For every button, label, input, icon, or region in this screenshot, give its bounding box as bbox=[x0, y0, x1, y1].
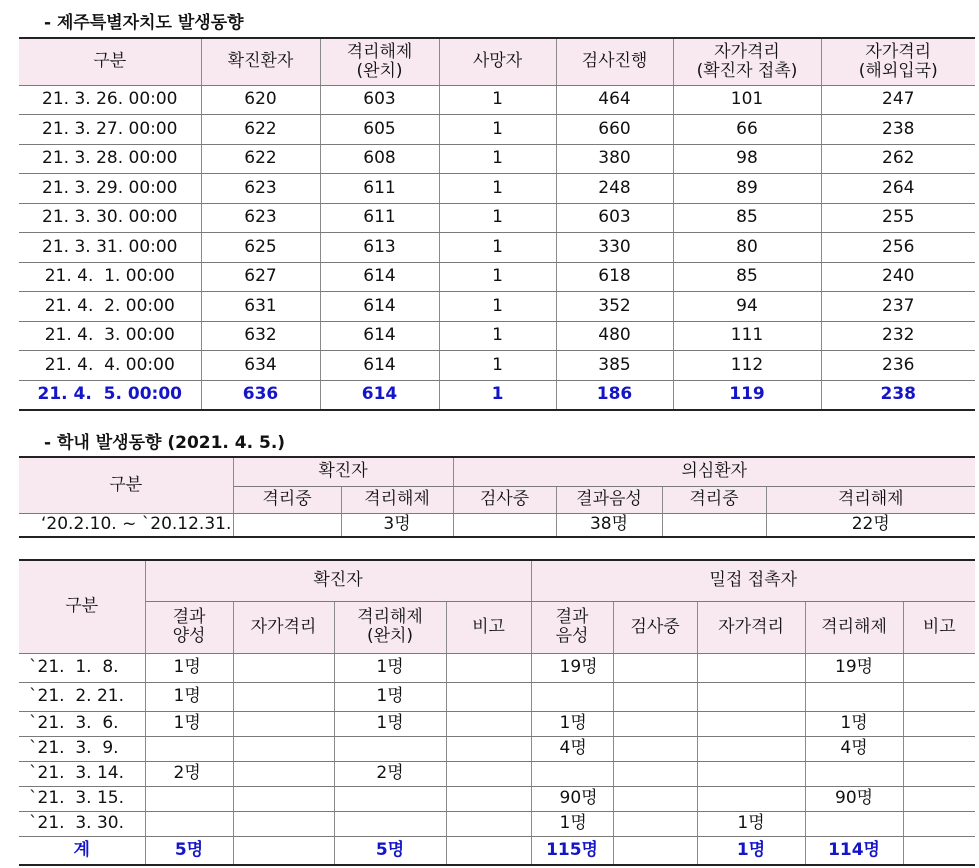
table-cell: 1명 bbox=[531, 711, 613, 736]
table-cell: 232 bbox=[821, 321, 975, 351]
table-cell bbox=[453, 513, 556, 537]
table-cell bbox=[613, 761, 697, 786]
header-remarks: 비고 bbox=[903, 601, 975, 653]
table-cell bbox=[903, 761, 975, 786]
header-confirmed: 확진자 bbox=[145, 560, 531, 601]
total-cell: 5명 bbox=[145, 836, 233, 865]
table-cell bbox=[613, 811, 697, 836]
table-cell: 94 bbox=[673, 292, 821, 322]
row-date: `21. 3. 15. bbox=[19, 786, 145, 811]
table-cell: 330 bbox=[556, 233, 673, 263]
table-row bbox=[19, 761, 975, 786]
table-cell: 613 bbox=[320, 233, 439, 263]
header-released: 격리해제 bbox=[805, 601, 903, 653]
header-self-quarantine-overseas: 자가격리 (해외입국) bbox=[821, 38, 975, 85]
table-cell bbox=[531, 761, 613, 786]
table-cell bbox=[233, 711, 334, 736]
table-cell bbox=[697, 786, 805, 811]
row-date: 21. 4. 1. 00:00 bbox=[19, 262, 201, 292]
table-cell: 1명 bbox=[145, 653, 233, 682]
table-cell: 112 bbox=[673, 351, 821, 381]
total-cell bbox=[446, 836, 531, 865]
table-cell: 2명 bbox=[145, 761, 233, 786]
table-cell: 1 bbox=[439, 115, 556, 145]
table-cell: 385 bbox=[556, 351, 673, 381]
header-suspected: 의심환자 bbox=[453, 457, 975, 486]
row-period: ‘20.2.10. ~ `20.12.31. bbox=[19, 513, 233, 537]
table-cell: 22명 bbox=[766, 513, 975, 537]
table-cell: 620 bbox=[201, 85, 320, 115]
table-cell: 618 bbox=[556, 262, 673, 292]
table-row bbox=[19, 174, 975, 204]
table-cell bbox=[697, 653, 805, 682]
table-cell bbox=[903, 711, 975, 736]
table-cell: 111 bbox=[673, 321, 821, 351]
table-cell: 1명 bbox=[334, 682, 446, 711]
header-testing: 검사중 bbox=[613, 601, 697, 653]
header-category: 구분 bbox=[19, 560, 145, 653]
table-cell: 603 bbox=[556, 203, 673, 233]
header-isolating: 격리중 bbox=[662, 486, 766, 513]
table-cell: 66 bbox=[673, 115, 821, 145]
table-cell: 614 bbox=[320, 292, 439, 322]
table-cell: 85 bbox=[673, 262, 821, 292]
total-cell: 5명 bbox=[334, 836, 446, 865]
table-cell bbox=[446, 736, 531, 761]
table-cell: 614 bbox=[320, 351, 439, 381]
total-cell: 114명 bbox=[805, 836, 903, 865]
table-cell bbox=[233, 761, 334, 786]
section-title-jeju: - 제주특별자치도 발생동향 bbox=[44, 13, 244, 33]
table-cell bbox=[613, 736, 697, 761]
table-row bbox=[19, 653, 975, 682]
table-cell: 1 bbox=[439, 321, 556, 351]
row-date: 21. 4. 3. 00:00 bbox=[19, 321, 201, 351]
jeju-status-table bbox=[19, 37, 975, 411]
table-row bbox=[19, 233, 975, 263]
table-cell: 85 bbox=[673, 203, 821, 233]
total-cell: 1명 bbox=[697, 836, 805, 865]
table-cell: 480 bbox=[556, 321, 673, 351]
table-cell: 240 bbox=[821, 262, 975, 292]
table-cell bbox=[697, 761, 805, 786]
row-date: 21. 4. 5. 00:00 bbox=[19, 380, 201, 410]
table-cell: 1명 bbox=[531, 811, 613, 836]
table-cell: 614 bbox=[320, 321, 439, 351]
table-row bbox=[19, 203, 975, 233]
table-cell: 636 bbox=[201, 380, 320, 410]
table-cell: 1 bbox=[439, 144, 556, 174]
table-row bbox=[19, 786, 975, 811]
row-date: `21. 2. 21. bbox=[19, 682, 145, 711]
table-cell bbox=[903, 736, 975, 761]
total-label: 계 bbox=[19, 836, 145, 865]
row-date: 21. 3. 31. 00:00 bbox=[19, 233, 201, 263]
table-cell: 247 bbox=[821, 85, 975, 115]
table-cell: 1 bbox=[439, 85, 556, 115]
row-date: 21. 3. 27. 00:00 bbox=[19, 115, 201, 145]
table-cell bbox=[233, 682, 334, 711]
table-cell: 90명 bbox=[531, 786, 613, 811]
total-cell bbox=[613, 836, 697, 865]
table-cell bbox=[613, 682, 697, 711]
table-cell: 255 bbox=[821, 203, 975, 233]
header-released: 격리해제 (완치) bbox=[320, 38, 439, 85]
header-testing: 검사진행 bbox=[556, 38, 673, 85]
table-cell: 236 bbox=[821, 351, 975, 381]
table-cell: 1명 bbox=[697, 811, 805, 836]
table-cell: 2명 bbox=[334, 761, 446, 786]
header-confirmed: 확진환자 bbox=[201, 38, 320, 85]
table-cell: 603 bbox=[320, 85, 439, 115]
table-row bbox=[19, 292, 975, 322]
table-cell: 90명 bbox=[805, 786, 903, 811]
header-close-contacts: 밀접 접촉자 bbox=[531, 560, 975, 601]
table-row bbox=[19, 682, 975, 711]
table-cell: 1 bbox=[439, 203, 556, 233]
table-cell bbox=[446, 811, 531, 836]
table-cell: 634 bbox=[201, 351, 320, 381]
table-row bbox=[19, 811, 975, 836]
table-cell bbox=[334, 786, 446, 811]
header-category: 구분 bbox=[19, 38, 201, 85]
table-row bbox=[19, 115, 975, 145]
table-cell bbox=[805, 682, 903, 711]
total-row bbox=[19, 836, 975, 865]
table-cell: 1명 bbox=[334, 653, 446, 682]
row-date: `21. 3. 30. bbox=[19, 811, 145, 836]
table-cell: 119 bbox=[673, 380, 821, 410]
table-cell bbox=[531, 682, 613, 711]
row-date: 21. 3. 29. 00:00 bbox=[19, 174, 201, 204]
header-category: 구분 bbox=[19, 457, 233, 513]
latest-row bbox=[19, 380, 975, 410]
table-cell: 611 bbox=[320, 203, 439, 233]
table-cell bbox=[697, 682, 805, 711]
row-date: 21. 4. 4. 00:00 bbox=[19, 351, 201, 381]
table-cell: 623 bbox=[201, 203, 320, 233]
total-cell bbox=[233, 836, 334, 865]
header-released: 격리해제 bbox=[766, 486, 975, 513]
table-cell bbox=[145, 736, 233, 761]
table-cell: 80 bbox=[673, 233, 821, 263]
row-date: `21. 3. 14. bbox=[19, 761, 145, 786]
total-cell bbox=[903, 836, 975, 865]
section-title-campus: - 학내 발생동향 (2021. 4. 5.) bbox=[44, 433, 286, 453]
total-cell: 115명 bbox=[531, 836, 613, 865]
table-cell: 1명 bbox=[145, 682, 233, 711]
table-cell bbox=[446, 761, 531, 786]
row-date: 21. 3. 28. 00:00 bbox=[19, 144, 201, 174]
table-row bbox=[19, 736, 975, 761]
table-cell: 622 bbox=[201, 144, 320, 174]
header-self-quarantine: 자가격리 bbox=[233, 601, 334, 653]
table-row bbox=[19, 321, 975, 351]
table-cell: 614 bbox=[320, 262, 439, 292]
table-cell bbox=[903, 653, 975, 682]
header-isolating: 격리중 bbox=[233, 486, 341, 513]
header-testing: 검사중 bbox=[453, 486, 556, 513]
row-date: `21. 3. 6. bbox=[19, 711, 145, 736]
table-cell: 238 bbox=[821, 115, 975, 145]
table-cell bbox=[805, 761, 903, 786]
table-row bbox=[19, 513, 975, 537]
campus-status-table bbox=[19, 456, 975, 538]
table-cell bbox=[903, 786, 975, 811]
table-cell: 611 bbox=[320, 174, 439, 204]
row-date: 21. 3. 30. 00:00 bbox=[19, 203, 201, 233]
header-deaths: 사망자 bbox=[439, 38, 556, 85]
table-cell: 264 bbox=[821, 174, 975, 204]
table-cell: 1 bbox=[439, 292, 556, 322]
table-cell bbox=[233, 653, 334, 682]
table-cell bbox=[662, 513, 766, 537]
table-cell: 1명 bbox=[334, 711, 446, 736]
row-date: 21. 3. 26. 00:00 bbox=[19, 85, 201, 115]
table-cell: 4명 bbox=[531, 736, 613, 761]
table-cell: 614 bbox=[320, 380, 439, 410]
header-remarks: 비고 bbox=[446, 601, 531, 653]
table-cell bbox=[446, 786, 531, 811]
table-cell: 622 bbox=[201, 115, 320, 145]
header-positive: 결과 양성 bbox=[145, 601, 233, 653]
campus-detail-table bbox=[19, 559, 975, 866]
table-cell: 248 bbox=[556, 174, 673, 204]
table-cell: 186 bbox=[556, 380, 673, 410]
table-cell: 89 bbox=[673, 174, 821, 204]
table-cell bbox=[233, 513, 341, 537]
table-cell bbox=[145, 811, 233, 836]
table-cell bbox=[446, 653, 531, 682]
table-cell: 4명 bbox=[805, 736, 903, 761]
table-cell: 101 bbox=[673, 85, 821, 115]
table-cell bbox=[697, 711, 805, 736]
table-cell: 38명 bbox=[556, 513, 662, 537]
table-row bbox=[19, 85, 975, 115]
header-self-quarantine-contact: 자가격리 (확진자 접촉) bbox=[673, 38, 821, 85]
table-cell bbox=[903, 811, 975, 836]
table-cell: 627 bbox=[201, 262, 320, 292]
table-cell: 1 bbox=[439, 174, 556, 204]
table-cell: 1 bbox=[439, 351, 556, 381]
table-cell: 464 bbox=[556, 85, 673, 115]
table-cell bbox=[903, 682, 975, 711]
row-date: 21. 4. 2. 00:00 bbox=[19, 292, 201, 322]
table-cell: 605 bbox=[320, 115, 439, 145]
table-cell bbox=[613, 653, 697, 682]
table-cell: 631 bbox=[201, 292, 320, 322]
header-self-quarantine: 자가격리 bbox=[697, 601, 805, 653]
table-cell: 1명 bbox=[145, 711, 233, 736]
header-confirmed: 확진자 bbox=[233, 457, 453, 486]
table-cell: 262 bbox=[821, 144, 975, 174]
table-cell: 1명 bbox=[805, 711, 903, 736]
row-date: `21. 1. 8. bbox=[19, 653, 145, 682]
table-cell: 256 bbox=[821, 233, 975, 263]
table-cell: 3명 bbox=[341, 513, 453, 537]
table-cell bbox=[446, 711, 531, 736]
table-cell: 623 bbox=[201, 174, 320, 204]
table-cell bbox=[697, 736, 805, 761]
row-date: `21. 3. 9. bbox=[19, 736, 145, 761]
table-cell: 608 bbox=[320, 144, 439, 174]
table-cell: 98 bbox=[673, 144, 821, 174]
table-row bbox=[19, 351, 975, 381]
table-cell: 237 bbox=[821, 292, 975, 322]
table-cell: 625 bbox=[201, 233, 320, 263]
table-cell bbox=[334, 736, 446, 761]
header-released: 격리해제 bbox=[341, 486, 453, 513]
table-cell: 1 bbox=[439, 233, 556, 263]
table-cell bbox=[613, 786, 697, 811]
table-cell: 660 bbox=[556, 115, 673, 145]
table-row bbox=[19, 262, 975, 292]
table-cell: 352 bbox=[556, 292, 673, 322]
table-cell: 19명 bbox=[805, 653, 903, 682]
table-cell bbox=[233, 736, 334, 761]
table-row bbox=[19, 711, 975, 736]
table-cell bbox=[233, 811, 334, 836]
table-cell bbox=[233, 786, 334, 811]
table-cell bbox=[805, 811, 903, 836]
header-released: 격리해제 (완치) bbox=[334, 601, 446, 653]
table-cell: 380 bbox=[556, 144, 673, 174]
table-cell: 238 bbox=[821, 380, 975, 410]
table-cell: 1 bbox=[439, 262, 556, 292]
table-cell bbox=[446, 682, 531, 711]
header-negative: 결과음성 bbox=[556, 486, 662, 513]
table-cell: 1 bbox=[439, 380, 556, 410]
header-negative: 결과 음성 bbox=[531, 601, 613, 653]
table-cell: 632 bbox=[201, 321, 320, 351]
table-cell bbox=[334, 811, 446, 836]
table-cell bbox=[613, 711, 697, 736]
table-row bbox=[19, 144, 975, 174]
table-cell bbox=[145, 786, 233, 811]
table-cell: 19명 bbox=[531, 653, 613, 682]
